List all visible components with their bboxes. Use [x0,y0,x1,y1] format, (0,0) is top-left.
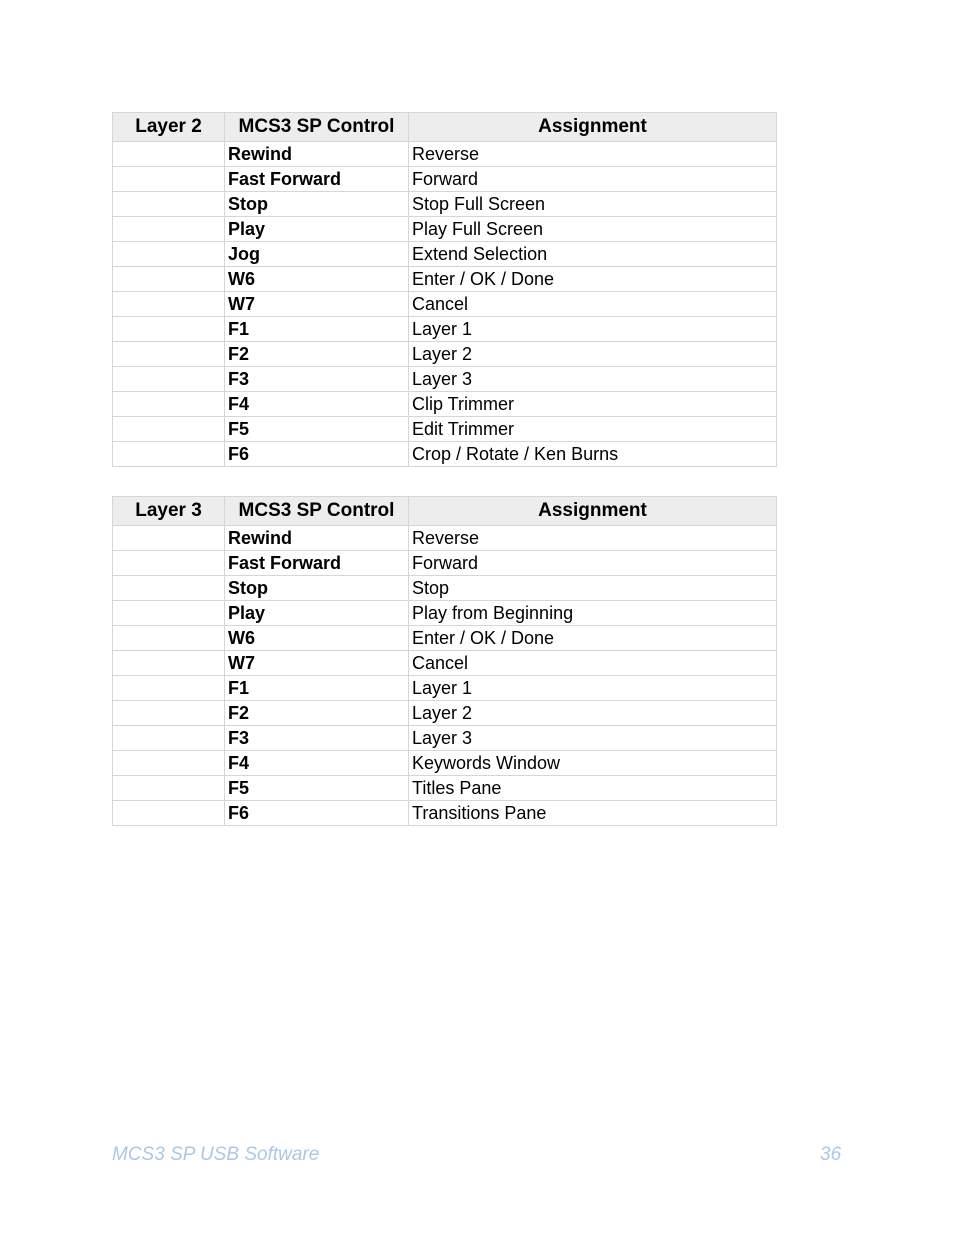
control-cell: F1 [225,317,409,342]
table-row [113,701,777,726]
control-cell: Jog [225,242,409,267]
layer-cell [113,317,225,342]
control-cell: F1 [225,676,409,701]
control-cell: F3 [225,726,409,751]
layer-cell [113,342,225,367]
table-row [113,217,777,242]
layer-cell [113,417,225,442]
layer-cell [113,776,225,801]
assignment-cell: Layer 3 [409,367,777,392]
assignment-cell: Layer 2 [409,342,777,367]
layer-cell [113,167,225,192]
assignment-cell: Cancel [409,651,777,676]
layer-3-table [112,496,777,826]
layer-header: Layer 2 [113,113,225,142]
control-header: MCS3 SP Control [225,113,409,142]
control-cell: F4 [225,392,409,417]
control-cell: Fast Forward [225,167,409,192]
table-row [113,417,777,442]
control-cell: Play [225,217,409,242]
control-cell: W6 [225,626,409,651]
control-cell: F6 [225,801,409,826]
layer-cell [113,267,225,292]
layer-cell [113,651,225,676]
assignment-cell: Stop [409,576,777,601]
layer-cell [113,526,225,551]
layer-cell [113,242,225,267]
layer-cell [113,801,225,826]
control-cell: W7 [225,651,409,676]
assignment-cell: Play Full Screen [409,217,777,242]
layer-cell [113,367,225,392]
layer-cell [113,751,225,776]
assignment-cell: Layer 3 [409,726,777,751]
table-row [113,651,777,676]
assignment-cell: Crop / Rotate / Ken Burns [409,442,777,467]
layer-cell [113,576,225,601]
control-cell: W6 [225,267,409,292]
assignment-cell: Transitions Pane [409,801,777,826]
assignment-cell: Edit Trimmer [409,417,777,442]
table-row [113,526,777,551]
footer-page-number: 36 [820,1144,842,1165]
assignment-cell: Layer 1 [409,676,777,701]
table-row [113,342,777,367]
assignment-cell: Titles Pane [409,776,777,801]
layer-cell [113,726,225,751]
table-row [113,601,777,626]
table-row [113,392,777,417]
control-cell: Play [225,601,409,626]
layer-cell [113,192,225,217]
table-row [113,167,777,192]
assignment-cell: Stop Full Screen [409,192,777,217]
layer-cell [113,626,225,651]
table-header-row [113,113,777,142]
control-cell: Fast Forward [225,551,409,576]
table-row [113,242,777,267]
table-row [113,751,777,776]
layer-cell [113,392,225,417]
table-row [113,442,777,467]
table-row [113,801,777,826]
layer-cell [113,551,225,576]
table-row [113,776,777,801]
assignment-cell: Layer 1 [409,317,777,342]
table-row [113,192,777,217]
assignment-header: Assignment [409,113,777,142]
table-header-row [113,497,777,526]
table-row [113,576,777,601]
layer-header: Layer 3 [113,497,225,526]
control-cell: F2 [225,342,409,367]
layer-cell [113,601,225,626]
assignment-header: Assignment [409,497,777,526]
control-cell: F5 [225,417,409,442]
control-cell: F3 [225,367,409,392]
layer-cell [113,217,225,242]
footer-document-title: MCS3 SP USB Software [112,1144,320,1165]
assignment-cell: Forward [409,167,777,192]
assignment-cell: Forward [409,551,777,576]
table-row [113,676,777,701]
assignment-cell: Keywords Window [409,751,777,776]
assignment-cell: Reverse [409,142,777,167]
assignment-cell: Layer 2 [409,701,777,726]
table-row [113,626,777,651]
control-cell: F6 [225,442,409,467]
assignment-cell: Enter / OK / Done [409,267,777,292]
table-row [113,292,777,317]
table-row [113,726,777,751]
control-cell: W7 [225,292,409,317]
control-cell: Rewind [225,526,409,551]
table-row [113,267,777,292]
control-cell: Stop [225,192,409,217]
control-cell: F5 [225,776,409,801]
table-row [113,142,777,167]
layer-cell [113,442,225,467]
table-row [113,317,777,342]
assignment-cell: Cancel [409,292,777,317]
control-cell: F4 [225,751,409,776]
assignment-cell: Play from Beginning [409,601,777,626]
layer-cell [113,676,225,701]
assignment-cell: Reverse [409,526,777,551]
assignment-cell: Clip Trimmer [409,392,777,417]
assignment-cell: Enter / OK / Done [409,626,777,651]
assignment-cell: Extend Selection [409,242,777,267]
layer-cell [113,292,225,317]
layer-2-table [112,112,777,467]
control-cell: Stop [225,576,409,601]
control-cell: F2 [225,701,409,726]
table-row [113,551,777,576]
control-header: MCS3 SP Control [225,497,409,526]
layer-cell [113,701,225,726]
table-row [113,367,777,392]
layer-cell [113,142,225,167]
control-cell: Rewind [225,142,409,167]
